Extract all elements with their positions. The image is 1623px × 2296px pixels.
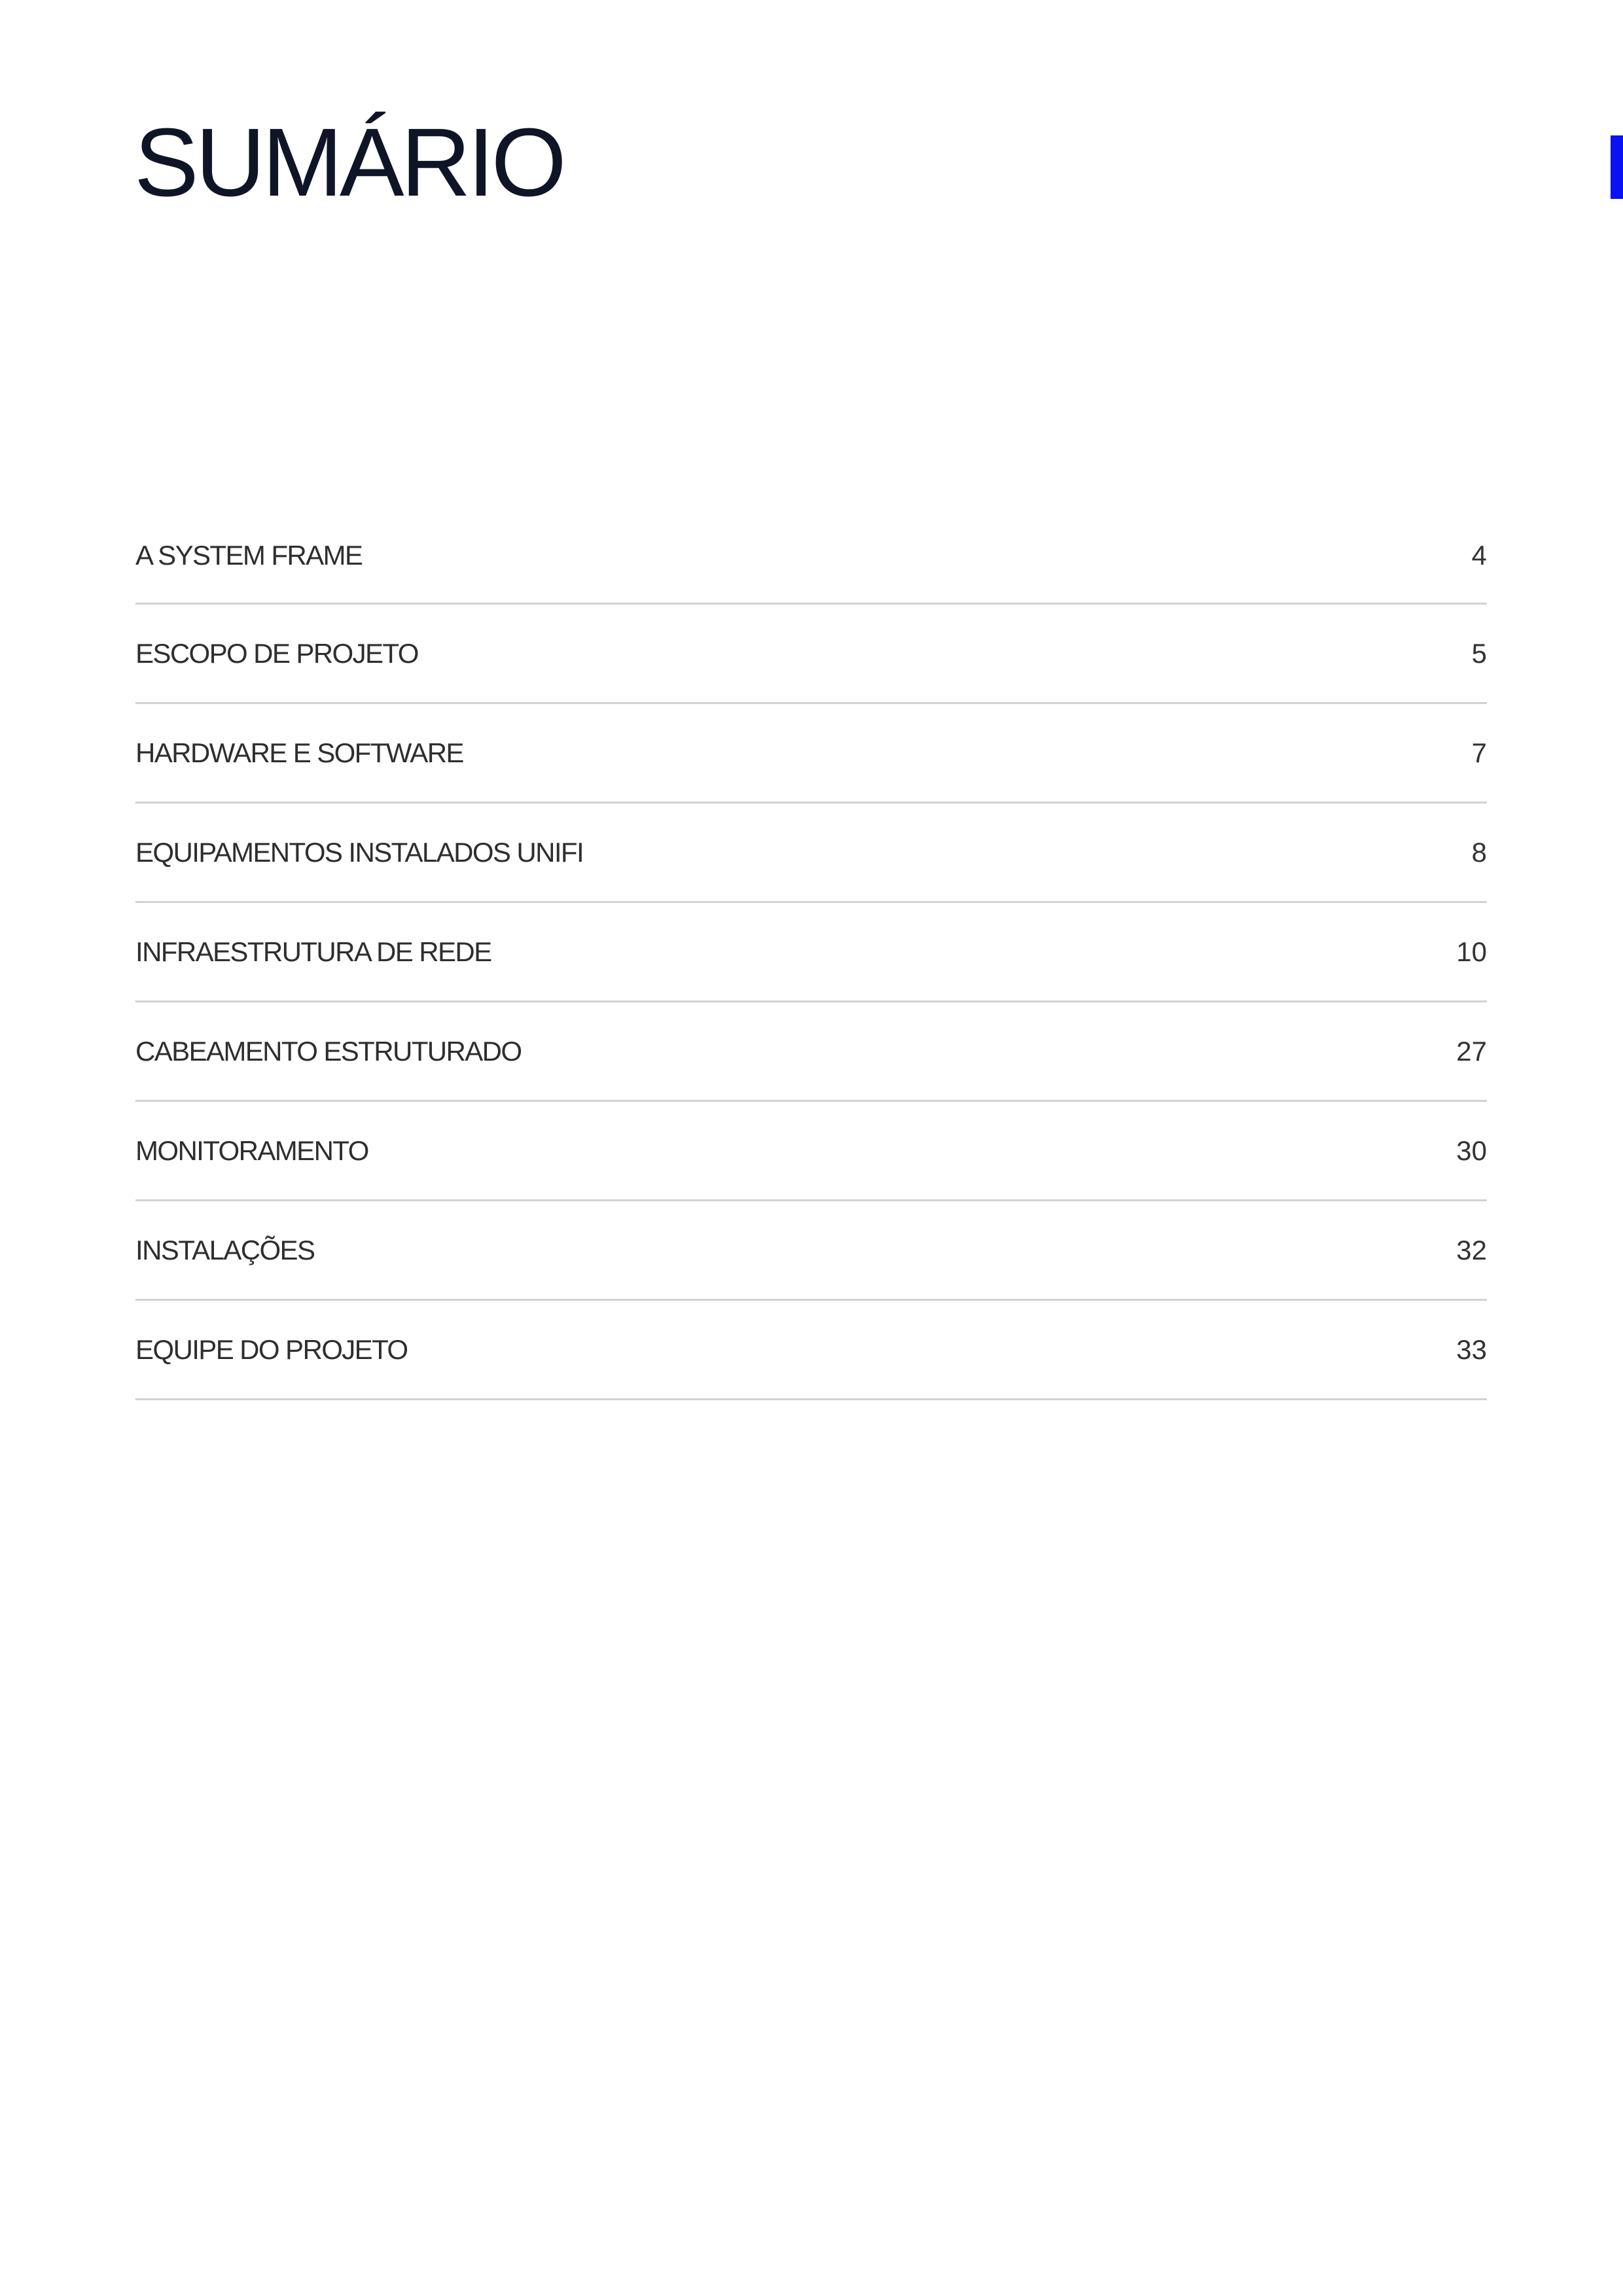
toc-entry-page-number: 4: [1471, 540, 1487, 571]
toc-entry-escopo-de-projeto[interactable]: [135, 605, 1487, 704]
toc-entry-label: ESCOPO DE PROJETO: [135, 637, 418, 669]
toc-entry-page-number: 7: [1471, 737, 1487, 768]
toc-entry-page-number: 8: [1471, 836, 1487, 868]
toc-entry-hardware-e-software[interactable]: [135, 704, 1487, 804]
toc-entry-label: CABEAMENTO ESTRUTURADO: [135, 1035, 522, 1067]
accent-bar: [1611, 135, 1623, 199]
toc-entry-instalacoes[interactable]: [135, 1201, 1487, 1301]
toc-entry-infraestrutura-de-rede[interactable]: [135, 903, 1487, 1002]
toc-entry-label: MONITORAMENTO: [135, 1135, 368, 1166]
toc-entry-label: INSTALAÇÕES: [135, 1234, 315, 1265]
toc-entry-label: HARDWARE E SOFTWARE: [135, 737, 463, 768]
toc-entry-a-system-frame[interactable]: [135, 504, 1487, 605]
toc-entry-equipe-do-projeto[interactable]: [135, 1301, 1487, 1400]
toc-entry-label: INFRAESTRUTURA DE REDE: [135, 936, 491, 967]
toc-entry-page-number: 10: [1456, 936, 1487, 967]
toc-entry-page-number: 27: [1456, 1035, 1487, 1067]
toc-entry-monitoramento[interactable]: [135, 1102, 1487, 1201]
toc-entry-cabeamento-estruturado[interactable]: [135, 1002, 1487, 1102]
toc-entry-page-number: 32: [1456, 1234, 1487, 1265]
toc-entry-page-number: 5: [1471, 637, 1487, 669]
toc-entry-page-number: 30: [1456, 1135, 1487, 1166]
toc-entry-page-number: 33: [1456, 1333, 1487, 1365]
toc-entry-label: EQUIPE DO PROJETO: [135, 1333, 408, 1365]
table-of-contents: [135, 504, 1487, 1400]
toc-entry-label: A SYSTEM FRAME: [135, 540, 363, 571]
toc-entry-label: EQUIPAMENTOS INSTALADOS UNIFI: [135, 836, 584, 868]
page-title: SUMÁRIO: [134, 109, 563, 217]
toc-entry-equipamentos-instalados-unifi[interactable]: [135, 804, 1487, 903]
